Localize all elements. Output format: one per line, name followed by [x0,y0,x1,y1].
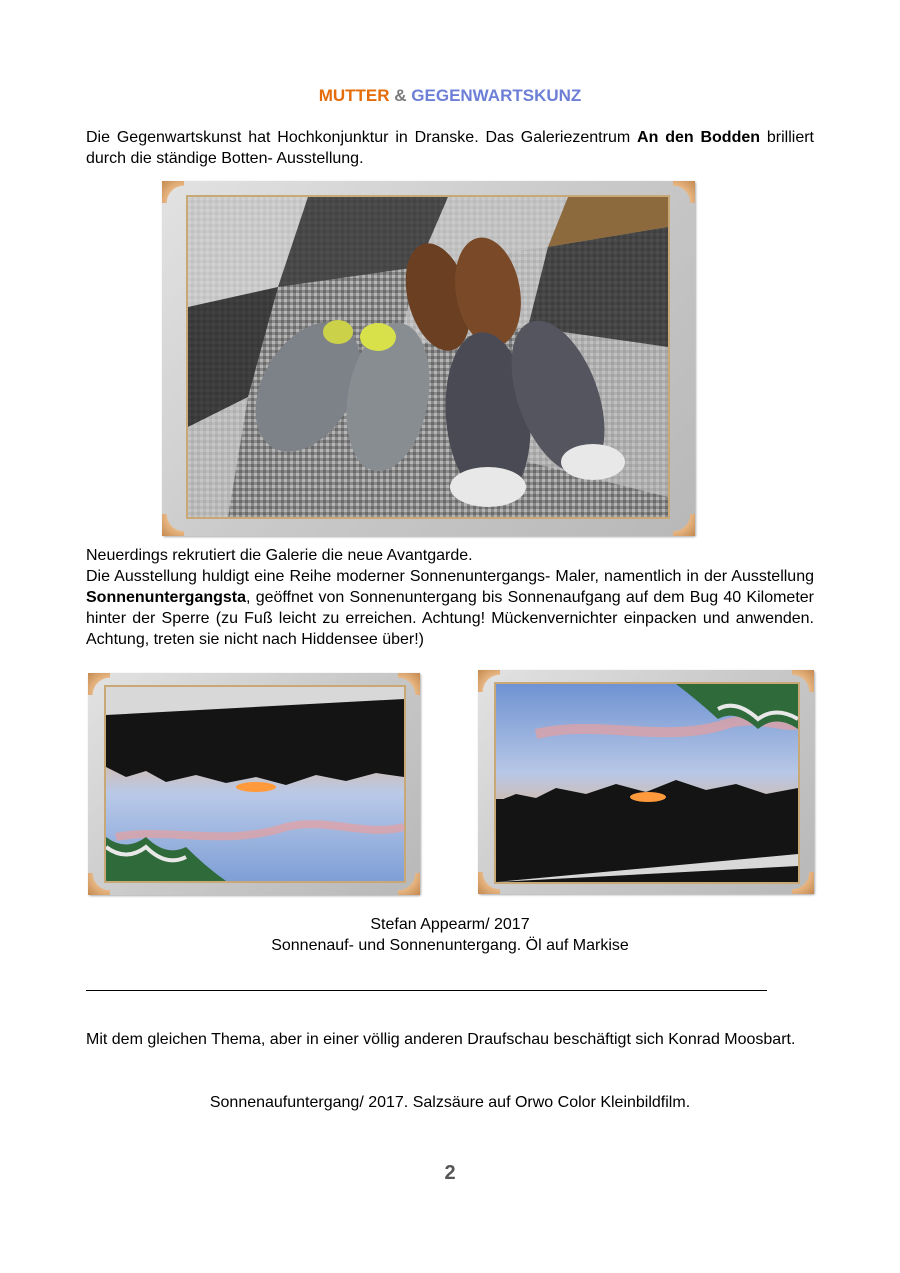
title-ampersand: & [394,86,407,105]
avantgarde-line: Neuerdings rekrutiert die Galerie die neue Avantgarde. [86,547,473,564]
caption-appearm-artist: Stefan Appearm/ 2017 [370,916,530,933]
exhibition-text-1: Die Ausstellung huldigt eine Reihe moderner Sonnenuntergangs- Maler, namentlich in der Ausstellung [86,568,814,585]
title-part-mutter: MUTTER [318,86,390,105]
shoes-photo-frame [162,181,695,536]
title-part-gegenwartskunz: GEGENWARTSKUNZ [411,86,582,105]
moosbart-paragraph: Mit dem gleichen Thema, aber in einer völlig anderen Draufschau beschäftigt sich Konrad Moosbart. [86,1031,796,1048]
sunset-photo-right-frame [478,670,814,894]
caption-appearm-title: Sonnenauf- und Sonnenuntergang. Öl auf Markise [271,937,629,954]
page-number: 2 [444,1162,456,1184]
intro-text-2: brilliert durch die ständige Botten- Ausstellung. [86,129,814,167]
caption-moosbart: Sonnenaufuntergang/ 2017. Salzsäure auf Orwo Color Kleinbildfilm. [209,1094,691,1111]
exhibition-text-2: , geöffnet von Sonnenuntergang bis Sonnenaufgang auf dem Bug 40 Kilometer hinter der Sperre (zu Fuß leicht zu erreichen. Achtung! Mückenvernichter einpacken und anwenden. Achtung, treten sie nicht nach Hiddensee über!) [86,589,814,648]
intro-gallery-name: An den Bodden [637,129,761,146]
intro-text-1: Die Gegenwartskunst hat Hochkonjunktur in Dranske. Das Galeriezentrum [86,129,638,146]
sunset-photo-right [494,682,800,884]
sunset-photo-left [104,685,406,883]
page-title [0,86,900,106]
exhibition-paragraph [86,566,814,650]
exhibition-name: Sonnenuntergangsta [86,589,247,606]
divider-line [86,990,767,991]
sunset-photo-left-frame [88,673,420,895]
shoes-photo [186,195,670,519]
intro-paragraph [86,127,814,169]
